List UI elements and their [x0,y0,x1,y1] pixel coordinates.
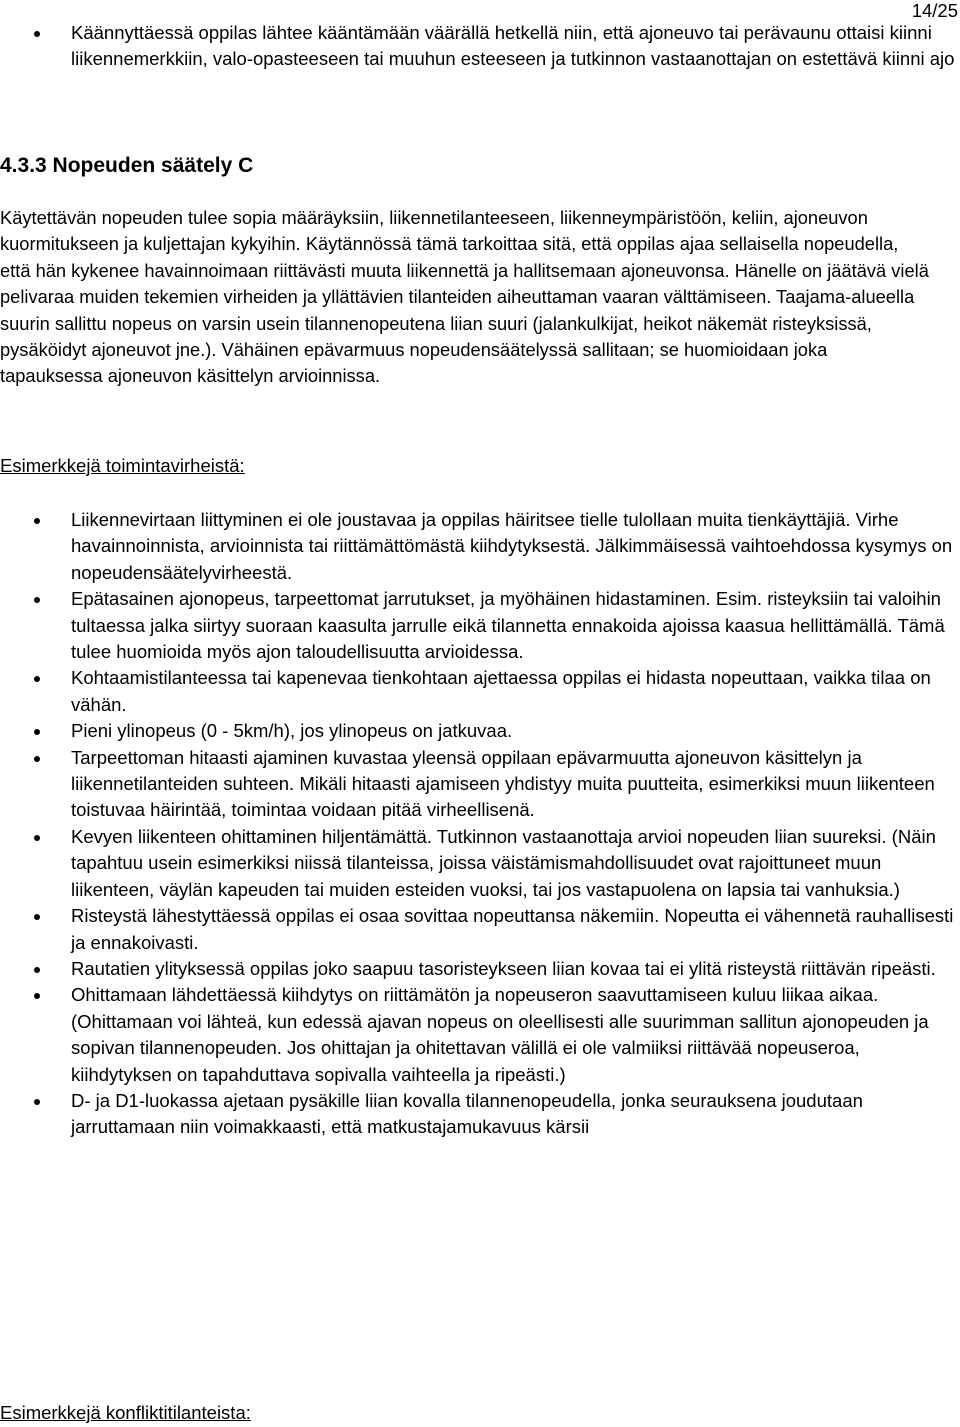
page-number: 14/25 [911,0,958,21]
list-item [0,718,959,744]
list-item [0,586,959,665]
list-item [0,956,959,982]
bullet-icon [34,967,40,973]
list-item [0,982,959,1088]
list-item [0,903,959,956]
list-item [0,1088,959,1141]
list-item-text: Risteystä lähestyttäessä oppilas ei osaa sovittaa nopeuttansa näkemiin. Nopeutta ei vähennetä rauhallisesti ja ennakoivasti. [71,905,954,953]
bullet-icon [34,1099,40,1105]
list-item-text: Pieni ylinopeus (0 - 5km/h), jos ylinopeus on jatkuvaa. [71,720,513,742]
bullet-icon [34,729,40,735]
conflicts-label: Esimerkkejä konfliktitilanteista: [0,1402,251,1423]
list-item-text: Käännyttäessä oppilas lähtee kääntämään väärällä hetkellä niin, että ajoneuvo tai perävaunu ottaisi kiinni liikennemerkkiin, valo-opasteeseen tai muuhun esteeseen ja tutkinnon vastaanottajan on estettävä kiinni ajo [71,22,955,70]
bullet-icon [34,518,40,524]
bullet-icon [34,993,40,999]
list-item-text: D- ja D1-luokassa ajetaan pysäkille liian kovalla tilannenopeudella, jonka seurauksena joudutaan jarruttamaan niin voimakkaasti, että matkustajamukavuus kärsii [71,1089,863,1138]
list-item-text: Liikennevirtaan liittyminen ei ole joustavaa ja oppilas häiritsee tielle tulollaan muita tienkäyttäjiä. Virhe havainnoinnista, arvioinnista tai riittämättömästä kiihdytyksestä. Jälkimmäisessä vaihtoehdossa kysymys on nopeudensäätelyvirheestä. [71,509,953,583]
bullet-icon [34,835,40,841]
top-bullet-list [0,20,959,73]
bullet-icon [34,756,40,762]
bullet-icon [34,676,40,682]
list-item [0,745,959,824]
errors-list [0,507,959,1141]
list-item-text: Kohtaamistilanteessa tai kapenevaa tienkohtaan ajettaessa oppilas ei hidasta nopeuttaan, vaikka tilaa on vähän. [71,667,931,715]
section-heading: 4.3.3 Nopeuden säätely C [0,154,254,177]
list-item [0,507,959,586]
list-item [0,665,959,718]
list-item-text: Rautatien ylityksessä oppilas joko saapuu tasoristeykseen liian kovaa tai ei ylitä risteystä riittävän ripeästi. [71,957,936,979]
errors-label: Esimerkkejä toimintavirheistä: [0,455,245,476]
bullet-icon [34,914,40,920]
section-paragraph: Käytettävän nopeuden tulee sopia määräyksiin, liikennetilanteeseen, liikenneympäristöön, keliin, ajoneuvon kuormitukseen ja kuljettajan kykyihin. Käytännössä tämä tarkoittaa sitä, että oppilas ajaa sellaisella nopeudella, että hän kykenee havainnoimaan riittävästi muuta liikennettä ja hallitsemaan ajoneuvonsa. Hänelle on jäätävä vielä pelivaraa muiden tekemien virheiden ja yllättävien tilanteiden aiheuttaman vaaran välttämiseen. Taajama-alueella suurin sallittu nopeus on varsin usein tilannenopeutena liian suuri (jalankulkijat, heikot näkemät risteyksissä, pysäköidyt ajoneuvot jne.). Vähäinen epävarmuus nopeudensäätelyssä sallitaan; se huomioidaan joka tapauksessa ajoneuvon käsittelyn arvioinnissa. [0,207,929,387]
bullet-icon [34,31,40,37]
list-item [0,20,959,73]
list-item-text: Kevyen liikenteen ohittaminen hiljentämättä. Tutkinnon vastaanottaja arvioi nopeuden liian suureksi. (Näin tapahtuu usein esimerkiksi niissä tilanteissa, joissa väistämismahdollisuudet ovat rajoittuneet muun liikenteen, väylän kapeuden tai muiden esteiden vuoksi, tai jos vastapuolena on lapsia tai vanhuksia.) [71,825,936,900]
bullet-icon [34,597,40,603]
list-item-text: Tarpeettoman hitaasti ajaminen kuvastaa yleensä oppilaan epävarmuutta ajoneuvon käsittelyn ja liikennetilanteiden suhteen. Mikäli hitaasti ajamiseen yhdistyy muita puutteita, esimerkiksi muun liikenteen toistuvaa häirintää, toimintaa voidaan pitää virheellisenä. [71,746,935,821]
list-item-text: Epätasainen ajonopeus, tarpeettomat jarrutukset, ja myöhäinen hidastaminen. Esim. risteyksiin tai valoihin tultaessa jalka siirtyy suoraan kaasulta jarrulle eikä tilannetta ennakoida ajoissa kaasua hellittämällä. Tämä tulee huomioida myös ajon taloudellisuutta arvioidessa. [71,588,945,663]
list-item [0,824,959,903]
list-item-text: Ohittamaan lähdettäessä kiihdytys on riittämätön ja nopeuseron saavuttamiseen kuluu liikaa aikaa. (Ohittamaan voi lähteä, kun edessä ajavan nopeus on oleellisesti alle suurimman sallitun ajonopeuden ja sopivan tilannenopeuden. Jos ohittajan ja ohitettavan välillä ei ole valmiiksi riittävää nopeuseroa, kiihdytyksen on tapahduttava sopivalla vaihteella ja ripeästi.) [71,984,929,1085]
